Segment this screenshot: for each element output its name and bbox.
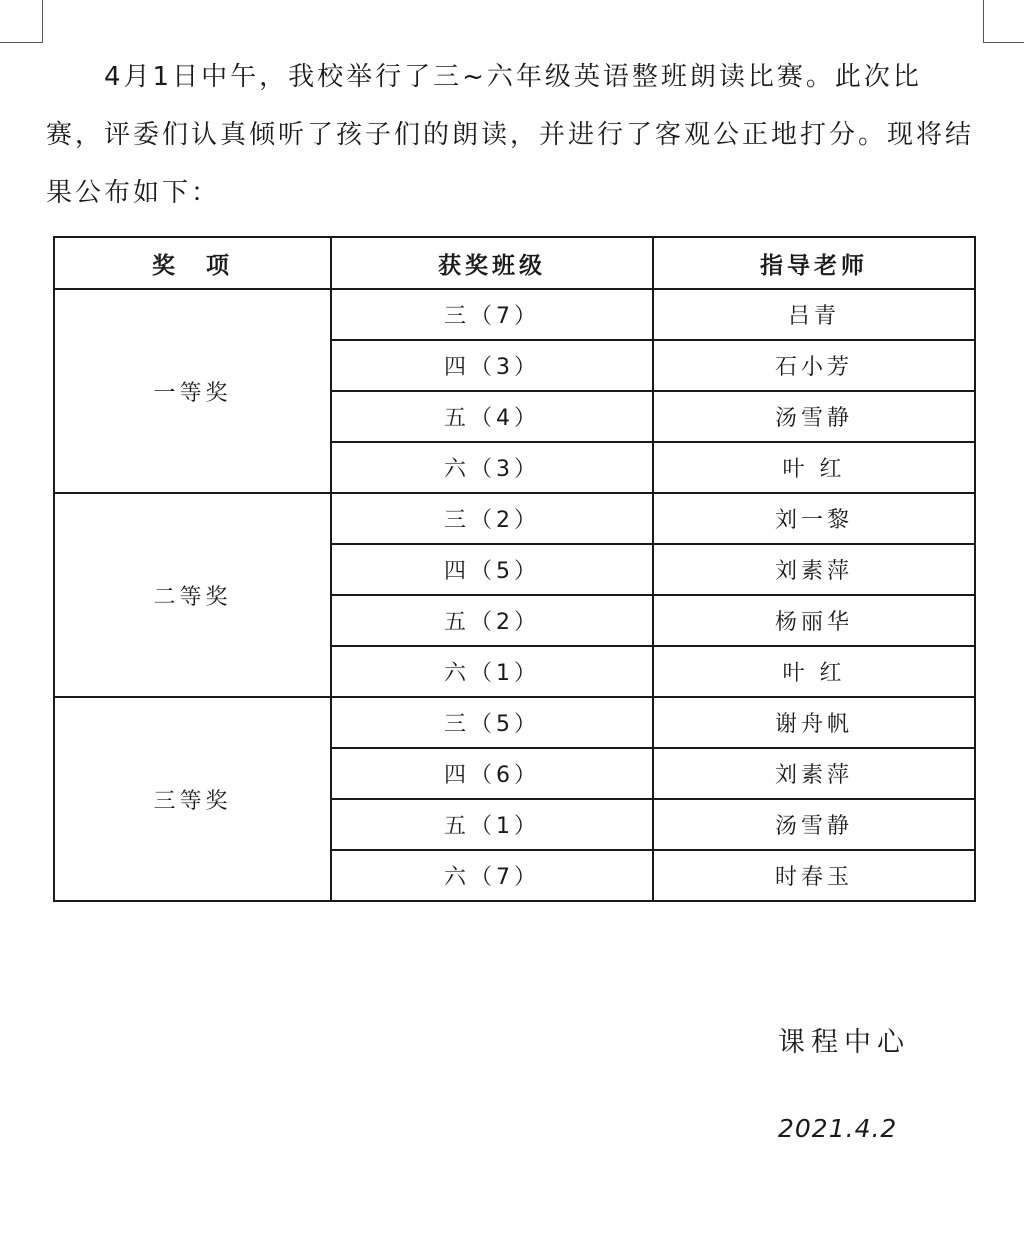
teacher-cell: 刘素萍 [653, 748, 975, 799]
teacher-cell: 汤雪静 [653, 391, 975, 442]
class-cell: 五（2） [331, 595, 653, 646]
class-cell: 五（1） [331, 799, 653, 850]
teacher-cell: 叶 红 [653, 442, 975, 493]
class-cell: 六（1） [331, 646, 653, 697]
header-teacher: 指导老师 [653, 237, 975, 289]
teacher-cell: 谢舟帆 [653, 697, 975, 748]
table-row [54, 697, 975, 748]
class-cell: 六（7） [331, 850, 653, 901]
class-cell: 三（2） [331, 493, 653, 544]
crop-mark-top-right [983, 0, 1024, 43]
header-class: 获奖班级 [331, 237, 653, 289]
teacher-cell: 刘一黎 [653, 493, 975, 544]
teacher-cell: 叶 红 [653, 646, 975, 697]
teacher-cell: 石小芳 [653, 340, 975, 391]
teacher-cell: 吕青 [653, 289, 975, 340]
table-row [54, 289, 975, 340]
table-row [54, 493, 975, 544]
intro-paragraph: 4月1日中午，我校举行了三~六年级英语整班朗读比赛。此次比赛，评委们认真倾听了孩子们的朗读，并进行了客观公正地打分。现将结果公布如下： [46, 62, 975, 208]
class-cell: 四（5） [331, 544, 653, 595]
award-first-prize: 一等奖 [54, 289, 331, 493]
teacher-cell: 刘素萍 [653, 544, 975, 595]
signature-date: 2021.4.2 [778, 1114, 898, 1143]
class-cell: 四（3） [331, 340, 653, 391]
class-cell: 四（6） [331, 748, 653, 799]
award-second-prize: 二等奖 [54, 493, 331, 697]
class-cell: 五（4） [331, 391, 653, 442]
table-header-row [54, 237, 975, 289]
class-cell: 三（5） [331, 697, 653, 748]
teacher-cell: 汤雪静 [653, 799, 975, 850]
award-third-prize: 三等奖 [54, 697, 331, 901]
header-award: 奖 项 [54, 237, 331, 289]
crop-mark-top-left [0, 0, 43, 43]
awards-table [53, 236, 976, 902]
class-cell: 六（3） [331, 442, 653, 493]
class-cell: 三（7） [331, 289, 653, 340]
signature-organization: 课程中心 [778, 1027, 910, 1058]
teacher-cell: 杨丽华 [653, 595, 975, 646]
teacher-cell: 时春玉 [653, 850, 975, 901]
